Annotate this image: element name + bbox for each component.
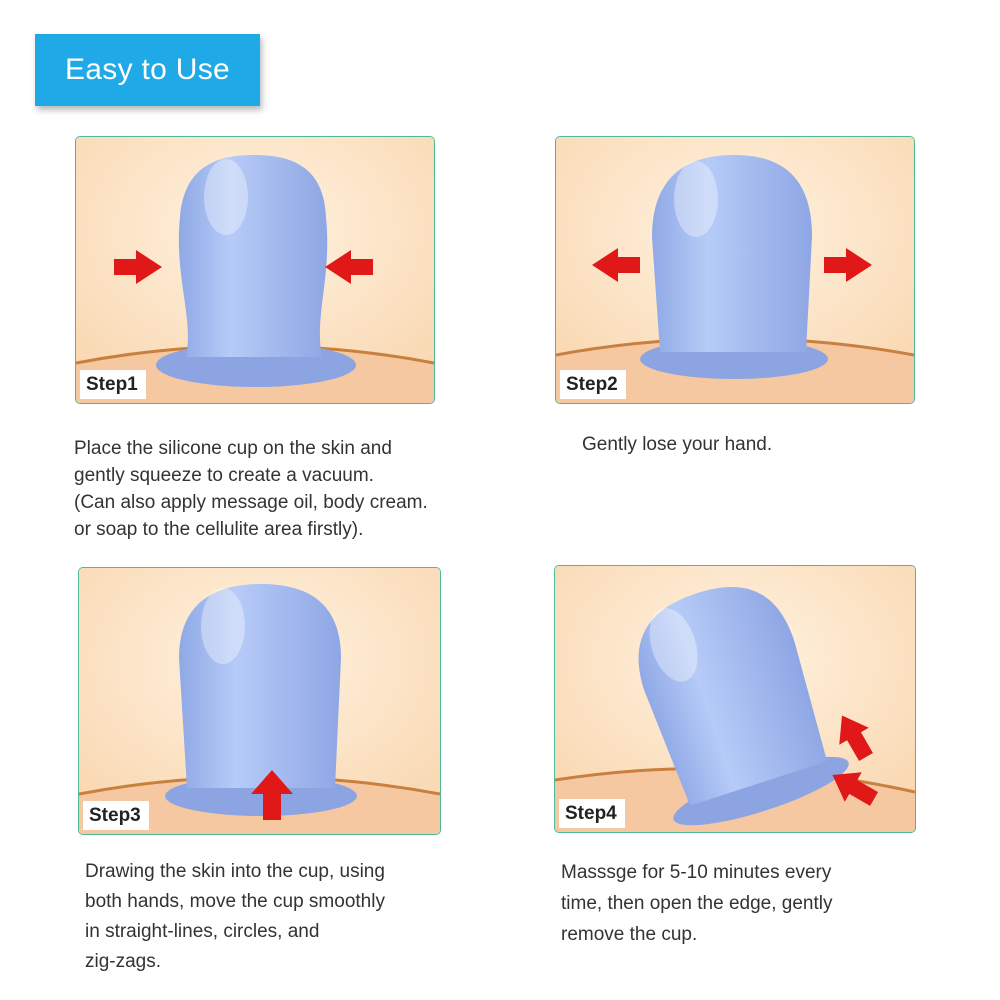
step4-panel [554,565,916,833]
silicone-cup [640,155,828,379]
step3-label: Step3 [83,801,149,830]
step1-panel [75,136,435,404]
step1-description: Place the silicone cup on the skin and gently squeeze to create a vacuum. (Can also apply message oil, body cream. or soap to the cellulite area firstly). [74,438,428,540]
step2-panel [555,136,915,404]
step4-label: Step4 [559,799,625,828]
banner-title: Easy to Use [64,53,231,86]
silicone-cup [165,584,357,816]
step2-illustration [556,137,914,403]
step1-illustration [76,137,434,403]
step2-label: Step2 [560,370,626,399]
step3-panel [78,567,441,835]
step3-illustration [79,568,440,834]
step4-description: Masssge for 5-10 minutes every time, then open the edge, gently remove the cup. [561,862,833,945]
easy-to-use-banner [35,34,260,106]
step3-description: Drawing the skin into the cup, using both hands, move the cup smoothly in straight-lines, circles, and zig-zags. [85,861,385,972]
step2-description: Gently lose your hand. [582,434,773,455]
step4-illustration [555,566,915,832]
step1-label: Step1 [80,370,146,399]
